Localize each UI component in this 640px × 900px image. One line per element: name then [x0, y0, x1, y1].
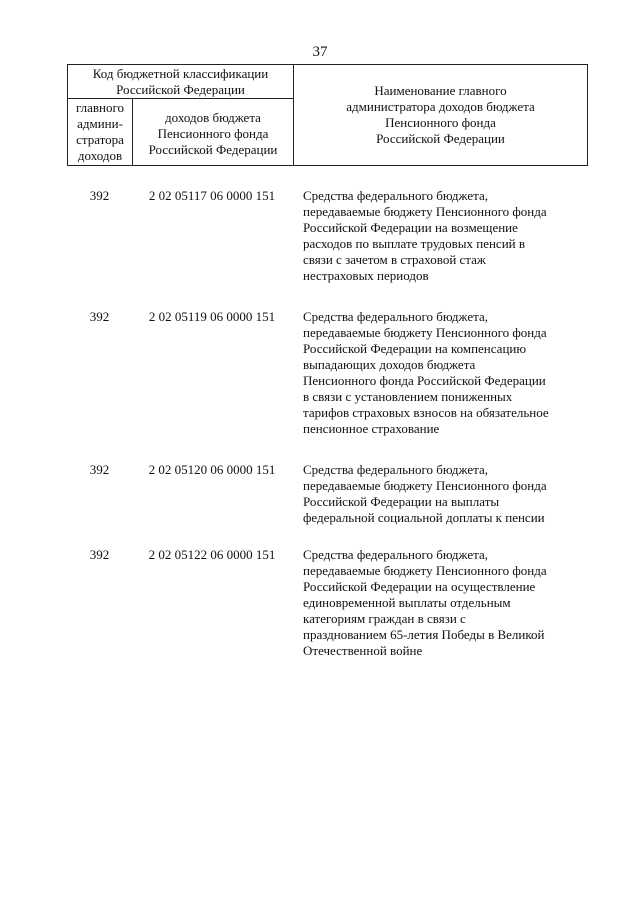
description-cell: Средства федерального бюджета, передаваемые бюджету Пенсионного фонда Российской Федерации на компенсацию выпадающих доходов бюджета Пенсионного фонда Российской Федерации в связи с установлением пониженных тарифов страховых взносов на обязательное пенсионное страхование — [303, 309, 549, 436]
code-group-heading: Код бюджетной классификации Российской Федерации — [68, 65, 293, 99]
admin-code-cell: 392 — [89, 547, 110, 562]
table-header — [67, 64, 588, 166]
description-cell: Средства федерального бюджета, передаваемые бюджету Пенсионного фонда Российской Федерации на выплаты федеральной социальной доплаты к пенсии — [303, 462, 547, 525]
income-code-cell: 2 02 05120 06 0000 151 — [148, 462, 276, 477]
income-code-cell: 2 02 05119 06 0000 151 — [148, 309, 276, 324]
income-code-cell: 2 02 05117 06 0000 151 — [148, 188, 276, 203]
pension-fund-income-column-heading: доходов бюджета Пенсионного фонда Российской Федерации — [148, 110, 278, 157]
budget-classification-code-header — [68, 65, 294, 165]
chief-administrator-column-heading: главного админи- стратора доходов — [68, 99, 133, 165]
description-cell: Средства федерального бюджета, передаваемые бюджету Пенсионного фонда Российской Федерации на осуществление единовременной выплаты отдельным категориям граждан в связи с празднованием 65-летия Победы в Великой Отечественной войне — [303, 547, 547, 658]
admin-code-cell: 392 — [89, 462, 110, 477]
administrator-name-column-heading: Наименование главного администратора доходов бюджета Пенсионного фонда Российской Федерации — [346, 83, 535, 146]
admin-code-cell: 392 — [89, 188, 110, 203]
income-code-cell: 2 02 05122 06 0000 151 — [148, 547, 276, 562]
description-cell: Средства федерального бюджета, передаваемые бюджету Пенсионного фонда Российской Федерации на возмещение расходов по выплате трудовых пенсий в связи с зачетом в страховой стаж нестраховых периодов — [303, 188, 547, 283]
page-number: 37 — [312, 44, 328, 60]
admin-code-cell: 392 — [89, 309, 110, 324]
